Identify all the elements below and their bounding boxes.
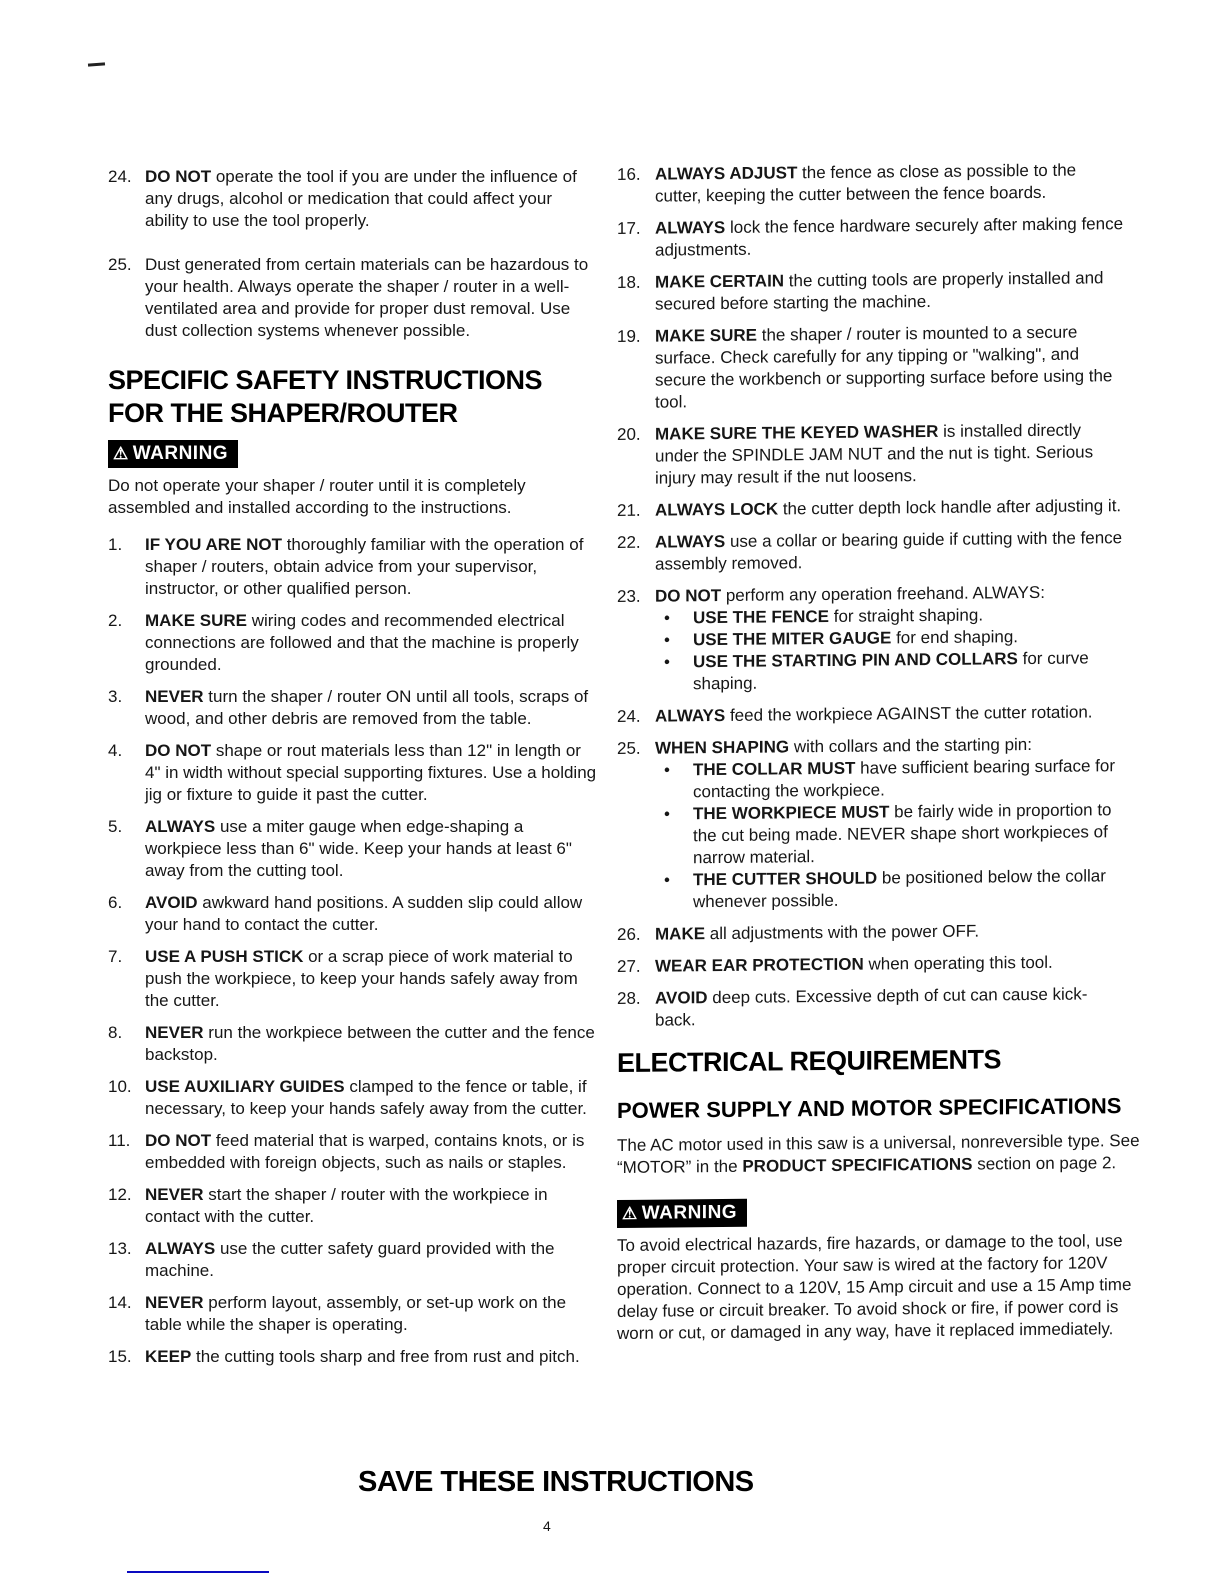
item-keyword: USE THE MITER GAUGE — [693, 628, 892, 650]
item-keyword: KEEP — [145, 1347, 192, 1366]
item-number: 27. — [617, 956, 641, 976]
bullet-item — [655, 865, 1127, 914]
item-text: turn the shaper / router ON until all tools, scraps of wood, and other debris are removed from the table. — [145, 687, 589, 728]
item-number: 24. — [617, 706, 641, 726]
item-text: perform layout, assembly, or set-up work on the table while the shaper is operating. — [145, 1293, 567, 1334]
list-item — [108, 892, 600, 936]
motor-paragraph-text: The AC motor used in this saw is a universal, nonreversible type. See “MOTOR” in the — [617, 1130, 1140, 1177]
item-keyword: NEVER — [145, 1023, 204, 1042]
item-number: 25. — [617, 738, 641, 758]
item-text: the fence as close as possible to the cutter, keeping the cutter between the fence boards. — [655, 160, 1077, 206]
item-text: the cutting tools are properly installed and secured before starting the machine. — [655, 268, 1104, 314]
bullet-icon: • — [664, 630, 670, 650]
item-keyword: DO NOT — [145, 1131, 212, 1150]
item-text: be positioned below the collar whenever possible. — [693, 866, 1106, 912]
warning-banner — [617, 1199, 747, 1228]
item-number: 3. — [108, 687, 123, 706]
item-keyword: MAKE CERTAIN — [655, 271, 785, 292]
item-number: 18. — [617, 272, 641, 292]
item-text: operate the tool if you are under the influence of any drugs, alcohol or medication that could affect your ability to use the tool properly. — [145, 167, 577, 230]
save-instructions-title: SAVE THESE INSTRUCTIONS — [358, 1466, 754, 1498]
bullet-item — [655, 755, 1127, 804]
item-number: 24. — [108, 167, 132, 186]
item-keyword: USE A PUSH STICK — [145, 947, 304, 966]
item-number: 16. — [617, 164, 641, 184]
item-keyword: NEVER — [145, 687, 204, 706]
list-item — [108, 1346, 600, 1368]
list-item — [617, 159, 1141, 208]
item-keyword: WHEN SHAPING — [655, 737, 790, 758]
item-number: 22. — [617, 532, 641, 552]
item-keyword: DO NOT — [655, 586, 722, 606]
footer-blue-line — [127, 1571, 269, 1573]
list-item — [108, 816, 600, 882]
item-text: the cutting tools sharp and free from rust and pitch. — [191, 1347, 580, 1366]
item-text: have sufficient bearing surface for contacting the workpiece. — [693, 756, 1115, 802]
bullet-icon: • — [664, 608, 670, 628]
item-number: 26. — [617, 924, 641, 944]
item-number: 13. — [108, 1239, 132, 1258]
item-keyword: USE AUXILIARY GUIDES — [145, 1077, 345, 1096]
item-number: 10. — [108, 1077, 132, 1096]
item-number: 17. — [617, 218, 641, 238]
list-item — [617, 213, 1141, 262]
item-text: be fairly wide in proportion to the cut being made. NEVER shape short workpieces of narrow material. — [693, 800, 1112, 868]
item-number: 19. — [617, 326, 641, 346]
list-item — [108, 610, 600, 676]
list-item — [108, 1022, 600, 1066]
subsection-heading: POWER SUPPLY AND MOTOR SPECIFICATIONS — [617, 1093, 1122, 1123]
item-text: use a collar or bearing guide if cutting with the fence assembly removed. — [655, 528, 1123, 574]
item-keyword: THE CUTTER SHOULD — [693, 868, 878, 890]
item-number: 21. — [617, 500, 641, 520]
page-number: 4 — [543, 1518, 551, 1534]
electrical-warning-paragraph: To avoid electrical hazards, fire hazards, or damage to the tool, use proper circuit protection. Your saw is wired at the factory for 120V operation. Connect to a 120V, 15 Amp circuit and use a 15 Amp time delay fuse or circuit breaker. To avoid shock or fire, if power cord is worn or cut, or damaged in any way, have it replaced immediately. — [617, 1231, 1132, 1343]
list-item — [617, 733, 1141, 914]
bullet-item — [655, 799, 1127, 870]
item-number: 20. — [617, 424, 641, 444]
item-keyword: ALWAYS — [145, 1239, 216, 1258]
item-text: the cutter depth lock handle after adjusting it. — [778, 496, 1122, 519]
item-number: 28. — [617, 988, 641, 1008]
item-keyword: MAKE SURE — [145, 611, 248, 630]
item-number: 6. — [108, 893, 123, 912]
item-text: Dust generated from certain materials can be hazardous to your health. Always operate the shaper / router in a well-ventilated area and provide for proper dust removal. Use dust collection systems whenever possible. — [145, 255, 589, 340]
bullet-icon: • — [664, 760, 670, 780]
left-column — [108, 166, 600, 1378]
warning-icon: ⚠ — [113, 444, 129, 463]
item-keyword: THE WORKPIECE MUST — [693, 802, 890, 824]
item-keyword: USE THE STARTING PIN AND COLLARS — [693, 649, 1018, 672]
item-text: wiring codes and recommended electrical connections are followed and that the machine is properly grounded. — [145, 611, 579, 674]
item-text: for end shaping. — [891, 627, 1019, 648]
warning-label: WARNING — [641, 1201, 738, 1224]
item-text: feed material that is warped, contains knots, or is embedded with foreign objects, such as nails or staples. — [145, 1131, 585, 1172]
item-text: perform any operation freehand. ALWAYS: — [721, 582, 1045, 606]
item-text: or a scrap piece of work material to push the workpiece, to keep your hands safely away from the cutter. — [145, 947, 578, 1010]
list-item — [617, 951, 1141, 978]
item-text: when operating this tool. — [863, 952, 1053, 974]
item-text: start the shaper / router with the workpiece in contact with the cutter. — [145, 1185, 548, 1226]
warning-icon: ⚠ — [622, 1203, 638, 1223]
item-keyword: NEVER — [145, 1185, 204, 1204]
list-item — [108, 254, 600, 342]
list-item — [108, 740, 600, 806]
list-item — [617, 581, 1141, 696]
item-text: awkward hand positions. A sudden slip could allow your hand to contact the cutter. — [145, 893, 583, 934]
list-item — [617, 983, 1141, 1032]
item-number: 1. — [108, 535, 123, 554]
list-item — [108, 1130, 600, 1174]
item-keyword: ALWAYS — [655, 705, 726, 726]
list-item — [617, 701, 1141, 728]
item-number: 8. — [108, 1023, 123, 1042]
item-number: 4. — [108, 741, 123, 760]
list-item — [108, 1184, 600, 1228]
list-item — [617, 267, 1141, 316]
item-text: shape or rout materials less than 12" in length or 4" in width without special supporting fixtures. Use a holding jig or fixture to guide it past the cutter. — [145, 741, 597, 804]
list-item — [108, 1292, 600, 1336]
item-keyword: DO NOT — [145, 167, 212, 186]
bullet-icon: • — [664, 804, 670, 824]
item-text: feed the workpiece AGAINST the cutter rotation. — [725, 702, 1093, 725]
item-number: 25. — [108, 255, 132, 274]
warning-banner — [108, 440, 238, 468]
item-text: all adjustments with the power OFF. — [705, 921, 980, 944]
item-number: 7. — [108, 947, 123, 966]
item-number: 11. — [108, 1131, 131, 1150]
item-text: clamped to the fence or table, if necessary, to keep your hands safely away from the cutter. — [145, 1077, 587, 1118]
item-text: run the workpiece between the cutter and the fence backstop. — [145, 1023, 595, 1064]
list-item — [617, 919, 1141, 946]
bullet-icon: • — [664, 652, 670, 672]
item-text: is installed directly under the SPINDLE JAM NUT and the nut is tight. Serious injury may result if the nut loosens. — [655, 420, 1094, 488]
list-item — [617, 321, 1141, 414]
motor-paragraph-bold: PRODUCT SPECIFICATIONS — [742, 1154, 973, 1176]
item-keyword: MAKE — [655, 924, 706, 944]
bullet-icon: • — [664, 870, 670, 890]
item-keyword: USE THE FENCE — [693, 606, 830, 628]
item-keyword: ALWAYS — [655, 531, 726, 552]
item-keyword: AVOID — [655, 988, 708, 1008]
item-text: for straight shaping. — [829, 605, 984, 626]
right-column — [617, 159, 1141, 1348]
item-text: lock the fence hardware securely after making fence adjustments. — [655, 214, 1124, 260]
list-item — [108, 534, 600, 600]
bullet-item — [655, 647, 1127, 696]
item-keyword: ALWAYS — [145, 817, 216, 836]
item-keyword: WEAR EAR PROTECTION — [655, 954, 864, 976]
section-heading: SPECIFIC SAFETY INSTRUCTIONS FOR THE SHAPER/ROUTER — [108, 365, 543, 428]
item-text: use a miter gauge when edge-shaping a workpiece less than 6" wide. Keep your hands at least 6" away from the cutting tool. — [145, 817, 572, 880]
section-heading: ELECTRICAL REQUIREMENTS — [617, 1044, 1002, 1078]
list-item — [108, 686, 600, 730]
item-keyword: MAKE SURE — [655, 325, 758, 346]
item-text: deep cuts. Excessive depth of cut can cause kick-back. — [655, 984, 1088, 1030]
item-number: 2. — [108, 611, 123, 630]
item-keyword: ALWAYS ADJUST — [655, 163, 798, 184]
list-item — [108, 1076, 600, 1120]
item-number: 12. — [108, 1185, 132, 1204]
item-number: 14. — [108, 1293, 132, 1312]
item-keyword: MAKE SURE THE KEYED WASHER — [655, 421, 939, 444]
item-number: 15. — [108, 1347, 132, 1366]
item-text: the shaper / router is mounted to a secure surface. Check carefully for any tipping or "walking", and secure the workbench or supporting surface before using the tool. — [655, 322, 1113, 412]
list-item — [108, 166, 600, 232]
item-text: thoroughly familiar with the operation of shaper / routers, obtain advice from your supervisor, instructor, or other qualified person. — [145, 535, 584, 598]
scan-dash-artifact — [88, 62, 105, 66]
list-item — [617, 527, 1141, 576]
item-keyword: DO NOT — [145, 741, 212, 760]
item-number: 23. — [617, 586, 641, 606]
list-item — [617, 419, 1141, 490]
item-text: for curve shaping. — [693, 648, 1089, 694]
list-item — [617, 495, 1141, 522]
motor-paragraph-text: section on page 2. — [972, 1153, 1117, 1174]
item-text: with collars and the starting pin: — [789, 735, 1032, 757]
item-keyword: ALWAYS LOCK — [655, 499, 779, 520]
item-number: 5. — [108, 817, 123, 836]
motor-paragraph — [617, 1130, 1141, 1179]
item-keyword: THE COLLAR MUST — [693, 758, 856, 780]
warning-intro: Do not operate your shaper / router until it is completely assembled and installed according to the instructions. — [108, 476, 526, 517]
list-item — [108, 946, 600, 1012]
item-keyword: IF YOU ARE NOT — [145, 535, 282, 554]
item-text: use the cutter safety guard provided with the machine. — [145, 1239, 555, 1280]
list-item — [108, 1238, 600, 1282]
item-keyword: AVOID — [145, 893, 198, 912]
warning-label: WARNING — [132, 443, 229, 464]
item-keyword: ALWAYS — [655, 217, 726, 238]
item-keyword: NEVER — [145, 1293, 204, 1312]
